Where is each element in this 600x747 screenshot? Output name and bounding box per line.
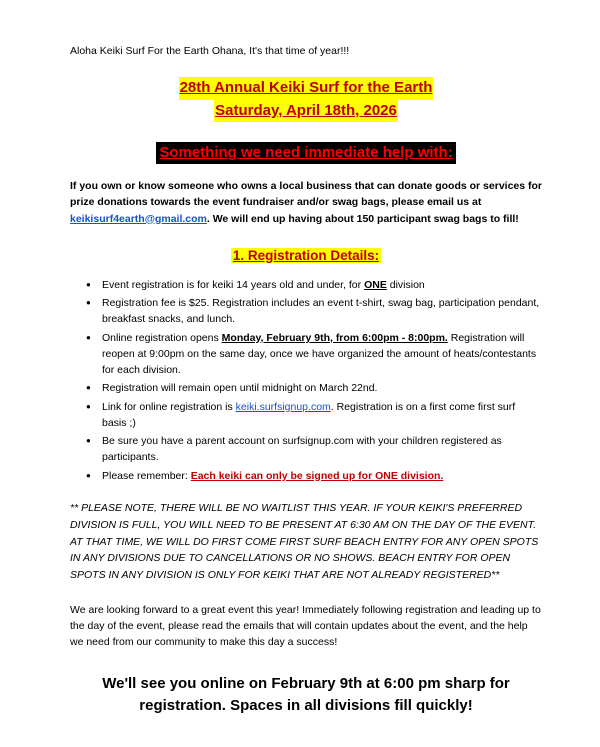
registration-detail-item [102, 433, 542, 466]
detail-text: Registration fee is $25. Registration includes an event t-shirt, swag bag, participation pendant, breakfast snacks, and lunch. [102, 297, 540, 326]
donation-text-before: If you own or know someone who owns a local business that can donate goods or services for prize donations towards the event fundraiser and/or swag bags, please email us at [70, 179, 543, 209]
help-heading [70, 142, 542, 164]
event-title-line-1: 28th Annual Keiki Surf for the Earth [179, 77, 434, 100]
closing-paragraph: We are looking forward to a great event this year! Immediately following registration and leading up to the day of the event, please read the emails that will contain updates about the event, and the help we need from our community to make this day a success! [70, 603, 541, 649]
waitlist-note: ** PLEASE NOTE, THERE WILL BE NO WAITLIST THIS YEAR. IF YOUR KEIKI'S PREFERRED DIVISION IS FULL, YOU WILL NEED TO BE PRESENT AT 6:30 AM ON THE DAY OF THE EVENT. AT THAT TIME, WE WILL DO FIRST COME FIRST SURF BEACH ENTRY FOR ANY OPEN SPOTS IN ANY DIVISIONS DUE TO CANCELLATIONS OR NO SHOWS. BEACH ENTRY FOR OPEN SPOTS IN ANY DIVISION IS ONLY FOR KEIKI THAT ARE NOT ALREADY REGISTERED** [70, 501, 539, 582]
donation-email-link[interactable]: keikisurf4earth@gmail.com [70, 212, 207, 225]
registration-detail-item [102, 277, 542, 293]
detail-text: Be sure you have a parent account on surfsignup.com with your children registered as participants. [102, 435, 502, 464]
detail-text: Online registration opens [102, 331, 222, 344]
detail-text: Registration will remain open until midnight on March 22nd. [102, 382, 378, 395]
registration-section-heading-text: 1. Registration Details: [232, 247, 380, 263]
registration-detail-item [102, 380, 542, 396]
emphasis-text: Monday, February 9th, from 6:00pm - 8:00pm. [221, 331, 448, 344]
detail-text: Event registration is for keiki 14 years old and under, for [102, 278, 365, 291]
registration-detail-item [102, 330, 542, 379]
detail-text: Registration will reopen at 9:00pm on the same day, once we have organized the amount of heats/contestants for each division. [102, 331, 537, 377]
event-title [70, 77, 542, 122]
detail-text: Please remember: [102, 469, 191, 482]
detail-text: . Registration is on a first come first surf basis ;) [102, 400, 516, 429]
donation-paragraph [70, 178, 542, 227]
registration-detail-item [102, 295, 542, 328]
event-title-line-2: Saturday, April 18th, 2026 [214, 100, 398, 123]
registration-details-list [70, 277, 542, 484]
emphasis-text: ONE [364, 278, 387, 291]
help-heading-text: Something we need immediate help with: [156, 142, 455, 164]
detail-text: Link for online registration is [102, 400, 236, 413]
registration-detail-item [102, 468, 542, 484]
donation-text-after: . We will end up having about 150 participant swag bags to fill! [206, 212, 519, 225]
detail-text: division [386, 278, 425, 291]
registration-detail-item [102, 399, 542, 432]
warning-text: Each keiki can only be signed up for ONE division. [190, 469, 444, 482]
final-call-to-action: We'll see you online on February 9th at 6:00 pm sharp for registration. Spaces in all divisions fill quickly! [102, 674, 510, 715]
registration-section-heading [70, 247, 542, 265]
registration-link[interactable]: keiki.surfsignup.com [235, 400, 331, 413]
intro-paragraph: Aloha Keiki Surf For the Earth Ohana, It's that time of year!!! [70, 45, 350, 57]
